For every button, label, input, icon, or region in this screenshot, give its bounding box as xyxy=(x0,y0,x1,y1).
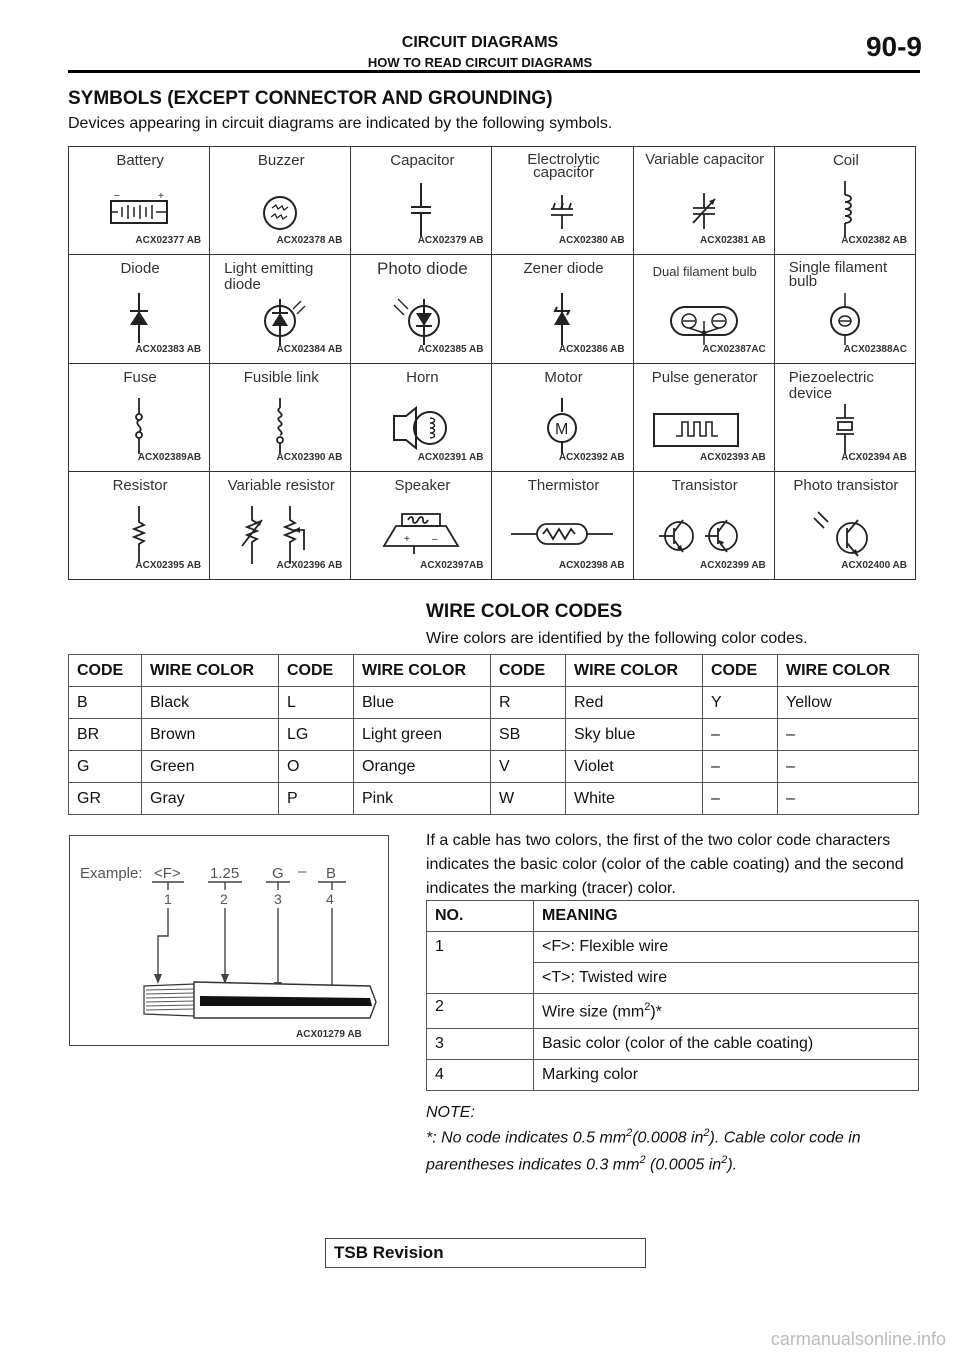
capacitor-icon xyxy=(386,181,456,241)
table-row: 1 <F>: Flexible wire xyxy=(427,932,919,963)
speaker-icon xyxy=(376,506,466,566)
example-number-4: 4 xyxy=(326,891,334,907)
symbols-table xyxy=(68,146,916,580)
note-line-1: *: No code indicates 0.5 $mm^2(0.0008$ $in^2$). Cable color code in xyxy=(426,1127,861,1147)
symbol-cell-dual-filament-bulb: Dual filament bulb ACX02387AC xyxy=(633,255,774,363)
symbol-cell-coil: Coil ACX02382 AB xyxy=(774,147,915,255)
symbol-cell-variable-capacitor: Variable capacitor ACX02381 AB xyxy=(633,147,774,255)
example-part-2: 1.25 xyxy=(210,865,240,882)
note-label: NOTE: xyxy=(426,1104,475,1121)
symbol-cell-speaker: Speaker + – ACX02397AB xyxy=(351,471,492,579)
symbol-cell-led: Light emitting diode ACX02384 AB xyxy=(210,255,351,363)
horn-icon xyxy=(386,398,456,458)
section-title: CIRCUIT DIAGRAMS xyxy=(401,34,559,51)
note-line-2: parentheses indicates 0.3 $mm^2$ (0.0005 $in^2$). xyxy=(426,1154,738,1174)
buzzer-icon xyxy=(245,181,315,241)
svg-text:+: + xyxy=(404,533,411,545)
fuse-icon xyxy=(104,398,174,458)
pulse-generator-icon xyxy=(646,398,764,458)
symbol-cell-zener-diode: Zener diode ACX02386 AB xyxy=(492,255,633,363)
svg-text:+: + xyxy=(158,191,164,202)
example-part-4: B xyxy=(326,865,337,882)
wire-color-table xyxy=(68,654,919,815)
symbol-cell-battery: Battery – + ACX02377 AB xyxy=(69,147,210,255)
diode-icon xyxy=(104,289,174,349)
svg-text:–: – xyxy=(114,190,120,201)
table-header-row: CODE WIRE COLOR CODE WIRE COLOR CODE WIRE COLOR CODE WIRE COLOR xyxy=(69,655,919,687)
symbol-cell-fusible-link: Fusible link ACX02390 AB xyxy=(210,363,351,471)
header-rule xyxy=(68,70,920,73)
symbol-cell-variable-resistor: Variable resistor ACX02396 AB xyxy=(210,471,351,579)
single-filament-bulb-icon xyxy=(810,289,880,349)
symbol-cell-pulse-generator: Pulse generator ACX02393 AB xyxy=(633,363,774,471)
table-row: 4 Marking color xyxy=(427,1060,919,1091)
example-number-1: 1 xyxy=(164,891,172,907)
tsb-revision-box xyxy=(325,1238,646,1268)
symbol-cell-single-filament-bulb: Single filament bulb ACX02388AC xyxy=(774,255,915,363)
svg-text:M: M xyxy=(555,420,569,438)
cable-example-figure xyxy=(69,835,389,1046)
symbol-cell-transistor: Transistor ACX02399 AB xyxy=(633,471,774,579)
table-row: B Black L Blue R Red Y Yellow xyxy=(69,687,919,719)
variable-capacitor-icon xyxy=(669,181,739,241)
dual-filament-bulb-icon xyxy=(669,289,739,349)
symbols-intro: Devices appearing in circuit diagrams are indicated by the following symbols. xyxy=(68,115,613,132)
symbol-cell-diode: Diode ACX02383 AB xyxy=(69,255,210,363)
photo-transistor-icon xyxy=(810,506,880,566)
table-row: G Green O Orange V Violet – – xyxy=(69,751,919,783)
example-part-1: <F> xyxy=(154,865,181,882)
zener-diode-icon xyxy=(527,289,597,349)
motor-icon xyxy=(527,398,597,458)
table-row: 2 Wire size $(mm^2)*$ xyxy=(427,994,919,1029)
table-row: <T>: Twisted wire xyxy=(427,963,919,994)
cable-example-illustration xyxy=(70,836,388,1045)
symbol-cell-piezoelectric-device: Piezoelectric device ACX02394 AB xyxy=(774,363,915,471)
symbol-cell-thermistor: Thermistor ACX02398 AB xyxy=(492,471,633,579)
table-row: GR Gray P Pink W White – – xyxy=(69,783,919,815)
svg-text:–: – xyxy=(432,533,438,545)
symbol-cell-photo-transistor: Photo transistor ACX02400 AB xyxy=(774,471,915,579)
symbol-cell-photo-diode: Photo diode ACX02385 AB xyxy=(351,255,492,363)
resistor-icon xyxy=(104,506,174,566)
symbol-cell-horn: Horn ACX02391 AB xyxy=(351,363,492,471)
symbol-cell-resistor: Resistor ACX02395 AB xyxy=(69,471,210,579)
tsb-revision-label: TSB Revision xyxy=(334,1243,444,1262)
table-row: 3 Basic color (color of the cable coating) xyxy=(427,1029,919,1060)
symbol-cell-buzzer: Buzzer ACX02378 AB xyxy=(210,147,351,255)
example-part-dash: – xyxy=(298,863,307,880)
meaning-table xyxy=(426,900,919,1091)
symbol-cell-fuse: Fuse ACX02389AB xyxy=(69,363,210,471)
battery-icon xyxy=(104,181,174,241)
symbol-cell-capacitor: Capacitor ACX02379 AB xyxy=(351,147,492,255)
photo-diode-icon xyxy=(386,289,456,349)
variable-resistor-icon xyxy=(230,506,330,566)
example-figure-code: ACX01279 AB xyxy=(296,1029,362,1040)
piezoelectric-device-icon xyxy=(810,398,880,458)
table-header-row: NO. MEANING xyxy=(427,901,919,932)
example-number-2: 2 xyxy=(220,891,228,907)
wire-colors-heading: WIRE COLOR CODES xyxy=(426,601,623,622)
table-row: BR Brown LG Light green SB Sky blue – – xyxy=(69,719,919,751)
wire-colors-intro: Wire colors are identified by the following color codes. xyxy=(426,630,808,647)
fusible-link-icon xyxy=(245,398,315,458)
section-subtitle: HOW TO READ CIRCUIT DIAGRAMS xyxy=(367,55,593,70)
symbol-cell-electrolytic-capacitor: Electrolytic capacitor ACX02380 AB xyxy=(492,147,633,255)
coil-icon xyxy=(810,181,880,241)
transistor-icon xyxy=(649,506,759,566)
led-icon xyxy=(245,289,315,349)
example-number-3: 3 xyxy=(274,891,282,907)
cable-paragraph: If a cable has two colors, the first of the two color code characters indicates the basic color (color of the cable coating) and the second indicates the marking (tracer) color. xyxy=(426,832,904,897)
electrolytic-capacitor-icon xyxy=(527,181,597,241)
example-part-3: G xyxy=(272,865,284,882)
watermark: carmanualsonline.info xyxy=(770,1329,946,1349)
thermistor-icon xyxy=(507,506,617,566)
page-number: 90-9 xyxy=(865,31,922,62)
symbol-cell-motor: Motor M ACX02392 AB xyxy=(492,363,633,471)
symbols-heading: SYMBOLS (EXCEPT CONNECTOR AND GROUNDING) xyxy=(68,88,553,109)
example-label: Example: xyxy=(80,865,143,882)
